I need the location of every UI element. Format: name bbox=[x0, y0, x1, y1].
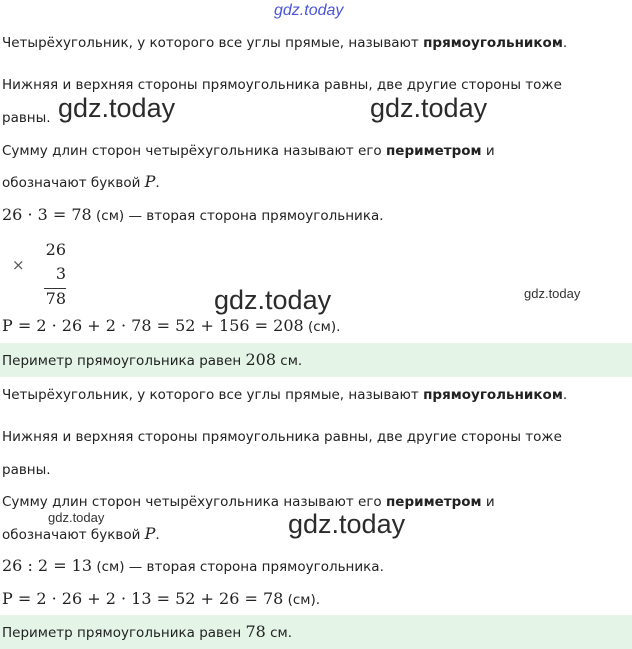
variable-p: P bbox=[144, 524, 156, 543]
perimeter-expression: P = 2 · 26 + 2 · 13 = 52 + 26 = 78 bbox=[2, 589, 284, 608]
term-rectangle: прямоугольником bbox=[423, 35, 563, 51]
perimeter-calculation bbox=[2, 589, 320, 608]
multiply-sign: × bbox=[12, 256, 25, 274]
perimeter-unit: (см). bbox=[303, 319, 341, 335]
definition-text: Сумму длин сторон четырёхугольника называют его bbox=[2, 494, 386, 510]
punct: и bbox=[481, 143, 495, 159]
term-perimeter: периметром bbox=[385, 494, 482, 510]
column-top: 26 bbox=[45, 240, 66, 259]
watermark-small: gdz.today bbox=[48, 510, 105, 525]
perimeter-notation bbox=[2, 524, 160, 543]
term-rectangle: прямоугольником bbox=[423, 387, 563, 403]
perimeter-expression: P = 2 · 26 + 2 · 78 = 52 + 156 = 208 bbox=[2, 316, 304, 335]
watermark-top: gdz.today bbox=[274, 2, 344, 19]
column-result: 78 bbox=[45, 289, 66, 308]
answer-line bbox=[2, 622, 292, 641]
side-calculation bbox=[2, 556, 384, 575]
definition-rectangle bbox=[2, 35, 567, 51]
punct: и bbox=[481, 494, 495, 510]
answer-box bbox=[0, 615, 632, 649]
punct: . bbox=[155, 527, 160, 543]
answer-unit: см. bbox=[276, 353, 303, 369]
perimeter-notation bbox=[2, 172, 160, 191]
paragraph-sides-line2: равны. bbox=[2, 462, 51, 478]
answer-box bbox=[0, 343, 632, 377]
answer-line bbox=[2, 350, 302, 369]
definition-text: Четырёхугольник, у которого все углы прямые, называют bbox=[2, 387, 424, 403]
watermark: gdz.today bbox=[370, 93, 488, 123]
calc-expression: 26 · 3 = 78 bbox=[2, 205, 92, 224]
perimeter-calculation bbox=[2, 316, 340, 335]
answer-text: Периметр прямоугольника равен bbox=[2, 625, 246, 641]
punct: . bbox=[562, 35, 568, 51]
perimeter-unit: (см). bbox=[283, 592, 321, 608]
answer-unit: см. bbox=[265, 625, 293, 641]
definition-perimeter bbox=[2, 143, 495, 159]
punct: . bbox=[562, 387, 568, 403]
definition-text: Четырёхугольник, у которого все углы прямые, называют bbox=[2, 35, 424, 51]
answer-value: 208 bbox=[245, 350, 276, 369]
answer-value: 78 bbox=[245, 622, 266, 641]
notation-text: обозначают буквой bbox=[2, 527, 145, 543]
paragraph-sides-line1: Нижняя и верхняя стороны прямоугольника равны, две другие стороны тоже bbox=[2, 77, 562, 93]
calc-text: (см) — вторая сторона прямоугольника. bbox=[92, 559, 384, 575]
definition-perimeter bbox=[2, 494, 495, 510]
punct: . bbox=[155, 175, 160, 191]
watermark-small: gdz.today bbox=[524, 286, 581, 301]
definition-rectangle bbox=[2, 387, 567, 403]
variable-p: P bbox=[144, 172, 156, 191]
term-perimeter: периметром bbox=[385, 143, 482, 159]
answer-text: Периметр прямоугольника равен bbox=[2, 353, 246, 369]
watermark: gdz.today bbox=[288, 509, 406, 539]
paragraph-sides-line2: равны. bbox=[2, 110, 51, 126]
column-multiplier: 3 bbox=[55, 264, 66, 283]
watermark: gdz.today bbox=[58, 93, 176, 123]
calc-text: (см) — вторая сторона прямоугольника. bbox=[91, 208, 384, 224]
calc-expression: 26 : 2 = 13 bbox=[2, 556, 93, 575]
side-calculation bbox=[2, 205, 384, 224]
paragraph-sides-line1: Нижняя и верхняя стороны прямоугольника равны, две другие стороны тоже bbox=[2, 429, 562, 445]
watermark: gdz.today bbox=[214, 285, 332, 315]
notation-text: обозначают буквой bbox=[2, 175, 145, 191]
definition-text: Сумму длин сторон четырёхугольника называют его bbox=[2, 143, 386, 159]
